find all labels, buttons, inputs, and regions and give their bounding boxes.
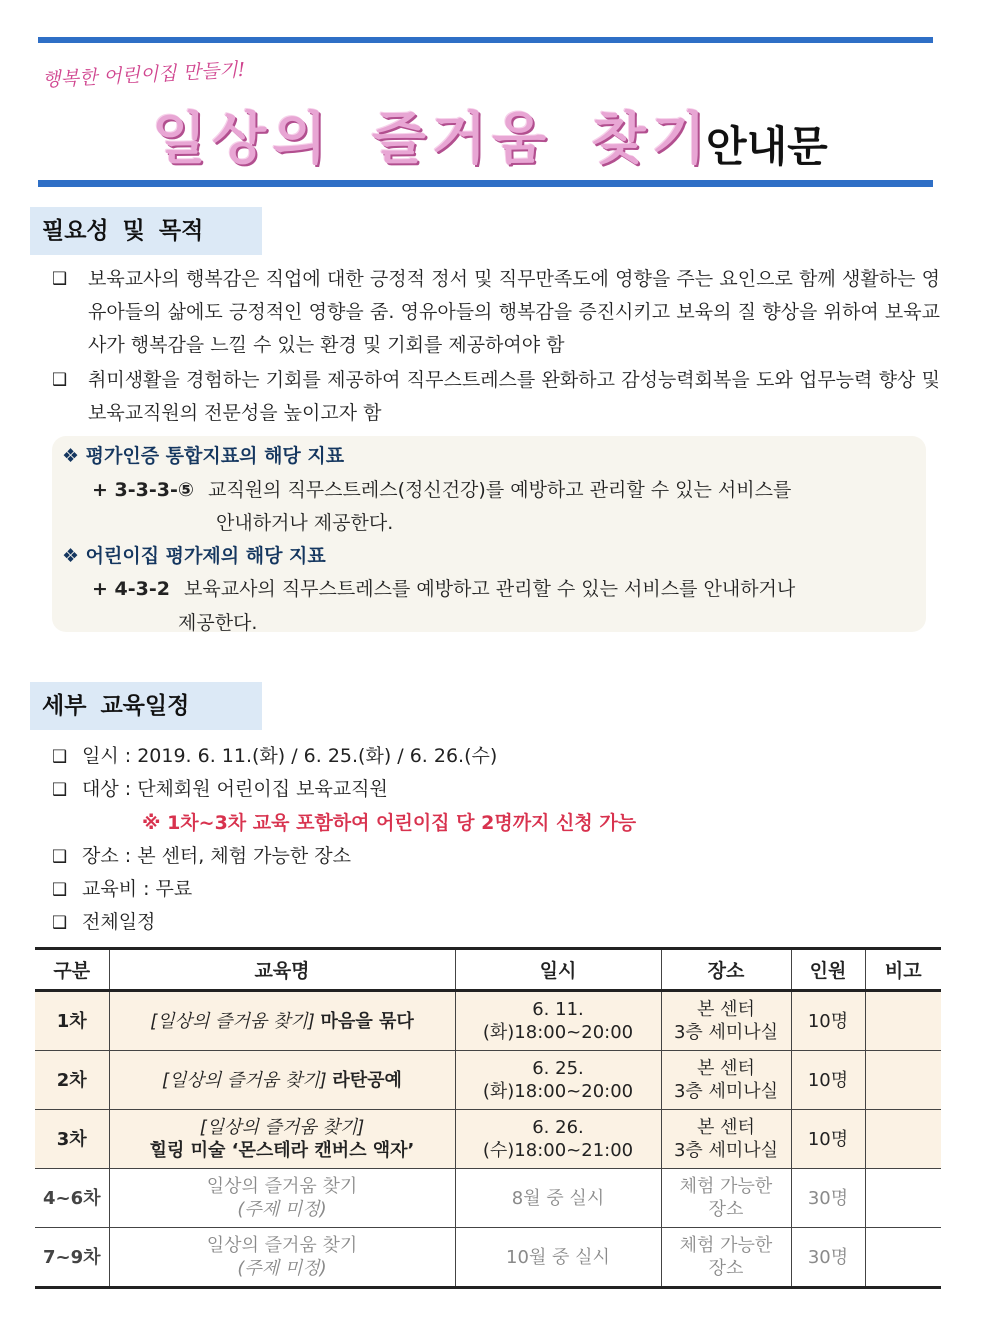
indicator-code: + 3-3-3-⑤ xyxy=(92,479,194,501)
schedule-target: ❑ 대상 : 단체회원 어린이집 보육교직원 xyxy=(52,778,388,800)
table-header-row xyxy=(35,949,941,991)
col-header-note: 비고 xyxy=(865,949,941,991)
indicator-text: 보육교사의 직무스트레스를 예방하고 관리할 수 있는 서비스를 안내하거나 xyxy=(184,578,796,600)
table-row: 2차 [일상의 즐거움 찾기] 라탄공예 6. 25.(화)18:00~20:00 본 센터 3층 세미나실 10명 xyxy=(35,1051,941,1110)
table-row: 3차 [일상의 즐거움 찾기] 힐링 미술 ‘몬스테라 캔버스 액자’ 6. 26.(수)18:00~21:00 본 센터 3층 세미나실 10명 xyxy=(35,1110,941,1169)
header-subtitle: 행복한 어린이집 만들기! xyxy=(41,58,246,92)
table-row: 4~6차 일상의 즐거움 찾기 (주제 미정) 8월 중 실시 체험 가능한 장소 30명 xyxy=(35,1169,941,1228)
table-row: 1차 [일상의 즐거움 찾기] 마음을 묶다 6. 11.(화)18:00~20:00 본 센터 3층 세미나실 10명 xyxy=(35,991,941,1051)
indicator-item-1 xyxy=(92,475,922,502)
indicator-heading-1: ❖ 평가인증 통합지표의 해당 지표 xyxy=(62,445,345,467)
purpose-bullet-2: ❑ 취미생활을 경험하는 기회를 제공하여 직무스트레스를 완화하고 감성능력회복을 도와 업무능력 향상 및 보육교직원의 전문성을 높이고자 함 xyxy=(52,364,940,430)
top-accent-bar xyxy=(38,37,933,43)
bottom-accent-bar xyxy=(38,180,933,187)
checkbox-bullet-icon: ❑ xyxy=(52,913,68,933)
indicator-item-2-cont: 제공한다. xyxy=(178,612,258,634)
indicator-item-2 xyxy=(92,574,922,601)
checkbox-bullet-icon: ❑ xyxy=(52,780,68,800)
indicator-item-1-cont: 안내하거나 제공한다. xyxy=(216,512,394,534)
indicator-text: 교직원의 직무스트레스(정신건강)를 예방하고 관리할 수 있는 서비스를 xyxy=(208,479,792,501)
col-header-round: 구분 xyxy=(35,949,109,991)
col-header-name: 교육명 xyxy=(109,949,455,991)
section-heading-purpose: 필요성 및 목적 xyxy=(30,207,262,255)
checkbox-bullet-icon: ❑ xyxy=(52,269,68,289)
indicator-heading-2: ❖ 어린이집 평가제의 해당 지표 xyxy=(62,545,326,567)
section-heading-schedule: 세부 교육일정 xyxy=(30,682,262,730)
schedule-table xyxy=(35,947,941,1289)
schedule-date: ❑ 일시 : 2019. 6. 11.(화) / 6. 25.(화) / 6. 26.(수) xyxy=(52,745,498,767)
checkbox-bullet-icon: ❑ xyxy=(52,747,68,767)
schedule-fee: ❑ 교육비 : 무료 xyxy=(52,878,193,900)
indicator-code: + 4-3-2 xyxy=(92,578,170,600)
col-header-datetime: 일시 xyxy=(455,949,661,991)
page-title: 일상의 즐거움 찾기 xyxy=(152,107,712,172)
application-note: ※ 1차~3차 교육 포함하여 어린이집 당 2명까지 신청 가능 xyxy=(142,812,637,834)
checkbox-bullet-icon: ❑ xyxy=(52,370,68,390)
col-header-people: 인원 xyxy=(791,949,865,991)
schedule-place: ❑ 장소 : 본 센터, 체험 가능한 장소 xyxy=(52,845,351,867)
checkbox-bullet-icon: ❑ xyxy=(52,880,68,900)
col-header-place: 장소 xyxy=(661,949,791,991)
table-row: 7~9차 일상의 즐거움 찾기 (주제 미정) 10월 중 실시 체험 가능한 장소 30명 xyxy=(35,1228,941,1288)
schedule-overall: ❑ 전체일정 xyxy=(52,911,156,933)
purpose-bullet-1: ❑ 보육교사의 행복감은 직업에 대한 긍정적 정서 및 직무만족도에 영향을 주는 요인으로 함께 생활하는 영유아들의 삶에도 긍정적인 영향을 줌. 영유아들의 행복감을 증진시키고 보육의 질 향상을 위하여 보육교사가 행복감을 느낄 수 있는 환경 및 기회를 제공하여야 함 xyxy=(52,263,940,362)
page-title-suffix: 안내문 xyxy=(706,122,828,171)
checkbox-bullet-icon: ❑ xyxy=(52,847,68,867)
